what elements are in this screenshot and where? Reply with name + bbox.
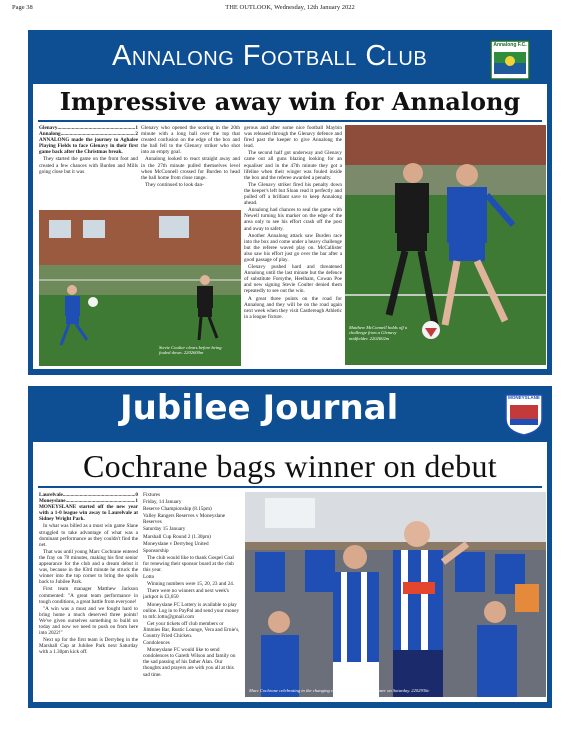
jubilee-column-1: [39, 492, 138, 697]
football-action-image: [39, 210, 241, 366]
annalong-crest-text: Annalong F.C.: [493, 42, 527, 48]
paper-dateline: THE OUTLOOK, Wednesday, 12th January 2022: [225, 4, 355, 11]
jubilee-paragraph: Moneyslane FC would like to send condolences to Gareth Wilson and family on the sad passing of his father Alan. Our thoughts and prayers are with you all at this sad time.: [143, 647, 236, 678]
jubilee-fixture-date: Saturday 15 January: [143, 526, 186, 533]
changing-room-celebration-image: [245, 492, 546, 697]
jubilee-score-home: Laurelvale ..... 0: [39, 492, 138, 498]
annalong-paragraph: Glenavy pushed hard and threatened Annalong until the last minute but the defence of substitute Forsythe, Heelham, Cowan Poe and new signing Stevie Coulter denied them repeatedly to see out the win.: [244, 264, 342, 295]
jubilee-paragraph: There were no winners and next week's jackpot is £3,650: [143, 588, 229, 601]
jubilee-paragraph: Get your tickets off club members or Jimmies Bar, Rustic Lounge, Vera and Ernie's, Country Fried Chicken.: [143, 620, 240, 639]
annalong-column-1: [39, 125, 138, 205]
jubilee-lead-paragraph: MONEYSLANE started off the new year with a 1-0 league win away to Laurelvale at Sidney Wright Park.: [39, 504, 138, 523]
annalong-paragraph: They continued to look dan-: [145, 181, 204, 188]
annalong-photo-mcconnell-caption: Matthew McConnell holds off a challenge from a Glenavy midfielder. 2202602m: [349, 325, 408, 341]
annalong-paragraph: Glenavy who opened the scoring in the 20th minute with a long ball over the top that created confusion on the edge of the box and the ball fell to the Glenavy striker who shot into an empty goal.: [141, 125, 240, 156]
moneyslane-crest-text-bottom: JUBILEE: [514, 426, 534, 431]
jubilee-paragraph: "A win was a must and we fought hard to bring home a much deserved three points! We've given ourselves something to build on today and now we need to push on from here into 2022!": [39, 605, 138, 637]
annalong-section: [28, 30, 552, 375]
jubilee-fixture-match: Moneyslane v Derrybeg United: [143, 540, 209, 547]
annalong-paragraph: Annalong had chances to seal the game with Newell turning his marker on the edge of the area only to see his effort crash off the post and away to safety.: [244, 207, 342, 232]
jubilee-fixture-competition: Marshall Cup Round 2 (1.30pm): [143, 533, 211, 540]
annalong-headline: Impressive away win for Annalong: [59, 87, 521, 116]
annalong-lead-paragraph: ANNALONG made the journey to Aghalee Playing Fields to face Glenavy in their first game back after the Christmas break.: [39, 137, 138, 156]
annalong-photo-coulter-caption: Stevie Coulter clears before being fouled down. 2202600m: [159, 345, 222, 356]
jubilee-paragraph: Moneyslane FC Lottery is available to play online. Log in to PayPal and send your money to mfc.lotto@gmail.com: [143, 601, 240, 620]
annalong-paragraph: Another Annalong attack saw Burden race into the box and come under a heavy challenge but the referee waved play on. McCallister also saw his effort just go over the bar after a good passage of play.: [244, 232, 342, 263]
jubilee-paragraph: Winning numbers were 15, 20, 23 and 24.: [147, 581, 235, 588]
jubilee-fixture-match: Valley Rangers Reserves v Moneyslane Reserves: [143, 513, 226, 526]
moneyslane-crest-text-top: MONEYSLANE: [508, 395, 540, 400]
jubilee-column-2: [143, 492, 240, 697]
jubilee-section-title: Jubilee Journal: [120, 388, 399, 428]
jubilee-photo-caption: Marc Cochrane celebrating in the changing room after scoring the winner on Saturday. 2202936c: [249, 688, 430, 693]
jubilee-panel: [33, 442, 547, 702]
annalong-paragraph: The Glenavy striker fired his penalty down the keeper's left but Sloan read it perfectly and pulled off a brilliant save to keep Annalong ahead.: [244, 181, 342, 207]
jubilee-paragraph: Next up for the first team is Derrybeg in the Marshall Cup at Jubilee Park next Saturday with a 1.30pm kick off.: [39, 637, 138, 656]
jubilee-lotto-heading: Lotto: [143, 574, 155, 581]
annalong-panel: [33, 84, 547, 369]
jubilee-photo-cochrane: [245, 492, 546, 697]
jubilee-paragraph: The club would like to thank Gospel Coal for renewing their sponsor board at the club this year.: [143, 554, 234, 574]
jubilee-score-away: Moneyslane ..... 1: [39, 498, 138, 504]
page-number: Page 38: [12, 4, 33, 11]
jubilee-section: [28, 386, 552, 708]
jubilee-fixture-competition: Reserve Championship (8.15pm): [143, 506, 212, 513]
annalong-paragraph: They started the game on the front foot and created a few chances with Burden and Mills going close but it was: [39, 156, 138, 175]
jubilee-condolences-heading: Condolences: [143, 640, 170, 647]
jubilee-sponsorship-heading: Sponsorship: [143, 547, 169, 554]
annalong-photo-mcconnell: [345, 125, 546, 365]
annalong-paragraph: gerous and after some nice football Maybin was released through the Glenavy defence and fired past the keeper to give Annalong the lead.: [244, 125, 342, 150]
annalong-photo-coulter: [39, 210, 241, 366]
annalong-column-2: [141, 125, 240, 205]
annalong-score-away: Annalong ..... 2: [39, 131, 138, 137]
jubilee-headline: Cochrane bags winner on debut: [83, 448, 497, 484]
annalong-section-title: Annalong Football Club: [112, 40, 428, 72]
annalong-headline-rule: [38, 120, 542, 122]
annalong-paragraph: The second half got underway and Glenavy came out all guns blazing looking for an equaliser and in the 47th minute they got a lifeline when their winger was fouled inside the box and the referee awarded a penalty.: [244, 150, 342, 181]
jubilee-fixture-date: Friday, 14 January: [143, 499, 182, 506]
annalong-score-home: Glenavy ..... 1: [39, 125, 138, 131]
page-header: [12, 4, 568, 14]
annalong-paragraph: Annalong looked to react straight away and in the 27th minute pulled themselves level when McConnell crossed for Burden to head the ball home from close range.: [141, 156, 240, 181]
jubilee-paragraph: That was until young Marc Cochrane entered the fray on 78 minutes, making his first senior appearance for the club and a dream debut it was, because in the 83rd minute he struck the winner into the top corner to bring the spoils back to Jubilee Park.: [39, 548, 138, 586]
annalong-column-3: [244, 125, 342, 365]
jubilee-paragraph: First team manager Matthew Jackson commented: "A great team performance in tough conditions, a great battle from everyone!: [39, 586, 138, 605]
annalong-paragraph: A great three points on the road for Annalong and they will be on the road again next week when they visit Castlereagh Athletic in a league fixture.: [244, 295, 342, 320]
jubilee-fixtures-heading: Fixtures: [143, 492, 161, 498]
jubilee-paragraph: In what was billed as a must win game Slane struggled to take advantage of what was a dominant performance as they couldn't find the net.: [39, 523, 138, 548]
jubilee-headline-rule: [38, 486, 542, 488]
